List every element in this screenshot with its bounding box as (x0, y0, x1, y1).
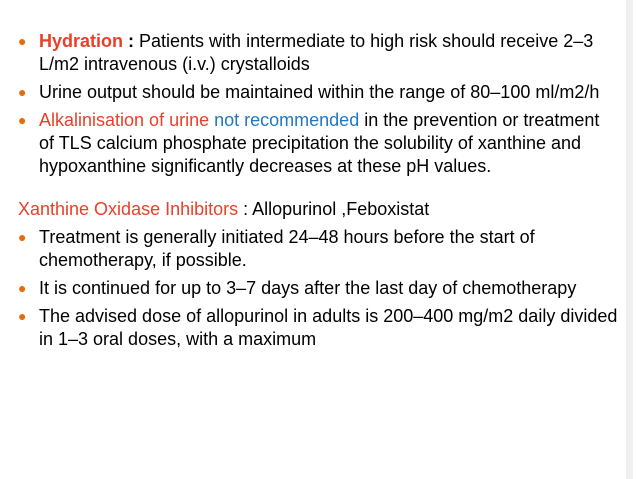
slide-body (18, 30, 618, 357)
bullet-continued (18, 277, 618, 300)
bullet-marker-icon: ● (18, 33, 27, 49)
xanthine-oxidase-label: Xanthine Oxidase Inhibitors (18, 199, 239, 219)
xanthine-oxidase-heading (18, 198, 618, 221)
bullet-marker-icon: ● (18, 308, 27, 324)
hydration-label: Hydration (39, 31, 124, 51)
hydration-sep: : (123, 31, 140, 51)
urine-output-text: Urine output should be maintained within the range of 80–100 ml/m2/h (39, 82, 600, 102)
bullet-hydration (18, 30, 618, 76)
hydration-text: Patients with intermediate to high risk should receive 2–3 L/m2 intravenous (i.v.) crystalloids (39, 31, 594, 74)
xanthine-oxidase-sep: : (238, 199, 253, 219)
bullet-marker-icon: ● (18, 84, 27, 100)
continued-text: It is continued for up to 3–7 days after the last day of chemotherapy (39, 278, 577, 298)
alkalinisation-label: Alkalinisation of urine (39, 110, 210, 130)
alkalinisation-text: in the prevention or treatment of TLS calcium phosphate precipitation the solubility of xanthine and hypoxanthine significantly decreases at these pH values. (39, 110, 600, 176)
bullet-urine-output (18, 81, 618, 104)
bullet-marker-icon: ● (18, 112, 27, 128)
bullet-marker-icon: ● (18, 280, 27, 296)
treatment-start-text: Treatment is generally initiated 24–48 hours before the start of chemotherapy, if possible. (39, 227, 535, 270)
bullet-treatment-start (18, 226, 618, 272)
not-recommended-text: not recommended (214, 110, 360, 130)
right-frame-bar (626, 0, 633, 479)
bullet-alkalinisation (18, 109, 618, 178)
advised-dose-text: The advised dose of allopurinol in adults is 200–400 mg/m2 daily divided in 1–3 oral doses, with a maximum (39, 306, 618, 349)
xanthine-oxidase-drugs: Allopurinol ,Feboxistat (252, 199, 430, 219)
bullet-advised-dose (18, 305, 618, 352)
bullet-marker-icon: ● (18, 229, 27, 245)
